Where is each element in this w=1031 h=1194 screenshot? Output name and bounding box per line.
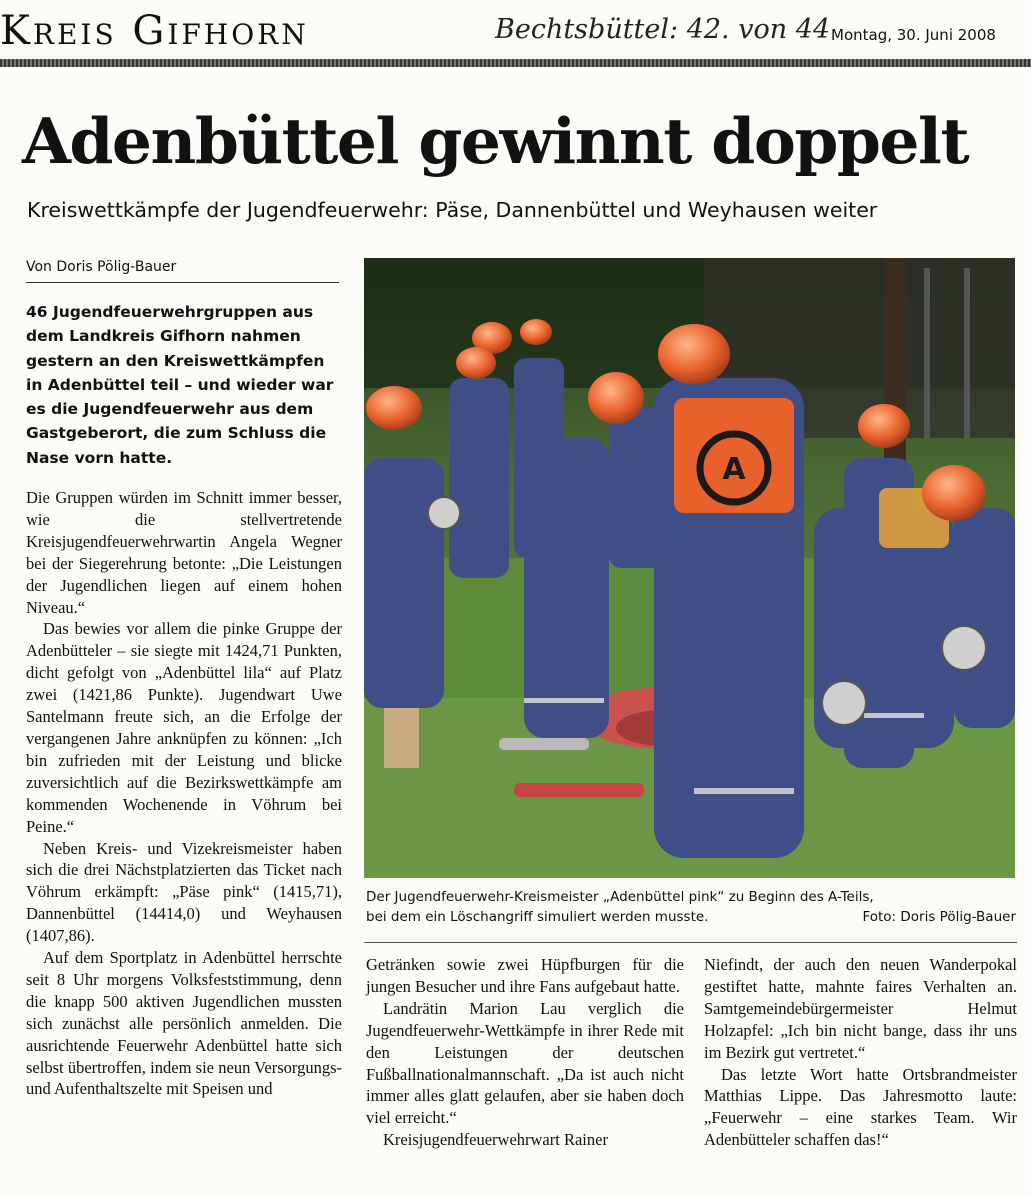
vest-letter: A (722, 452, 746, 487)
masthead-section-name: Kreis Gifhorn (0, 8, 309, 54)
body-column-3 (704, 954, 1017, 1151)
body-column-2 (366, 954, 684, 1151)
masthead-rule (0, 59, 1031, 67)
body-paragraph: Die Gruppen würden im Schnitt immer besser, wie die stellvertretende Kreisjugendfeuerwehrwartin Angela Wegner bei der Siegerehrung betonte: „Die Leistungen der Jugendlichen liegen auf einem hohen Niveau.“ (26, 488, 342, 617)
handwritten-note: Bechtsbüttel: 42. von 44 (495, 14, 831, 45)
body-paragraph: Landrätin Marion Lau verglich die Jugendfeuerwehr-Wettkämpfe in ihrer Rede mit den Leistungen der deutschen Fußballnationalmannschaft. „Da ist auch nicht immer alles glatt gelaufen, aber sie haben doch viel erreicht.“ (366, 998, 684, 1128)
caption-line-1: Der Jugendfeuerwehr-Kreismeister „Adenbüttel pink“ zu Beginn des A-Teils, (366, 889, 874, 905)
body-paragraph: Kreisjugendfeuerwehrwart Rainer (383, 1130, 608, 1150)
body-paragraph: Niefindt, der auch den neuen Wanderpokal gestiftet hatte, mahnte faires Verhalten an. Samtgemeindebürgermeister Helmut Holzapfel: „Ich bin nicht bange, dass ihr uns im Bezirk gut vertretet.“ (704, 955, 1017, 1062)
body-paragraph: Neben Kreis- und Vizekreismeister haben sich die drei Nächstplatzierten das Ticket nach Vöhrum erkämpft: „Päse pink“ (1415,71), Dannenbüttel (14414,0) und Weyhausen (1407,86). (26, 838, 342, 946)
article-photo (364, 258, 1015, 878)
byline: Von Doris Pölig-Bauer (26, 259, 177, 275)
caption-rule (364, 942, 1017, 943)
photo-caption (366, 887, 1016, 927)
photo-illustration (364, 258, 1015, 878)
body-paragraph: Das letzte Wort hatte Ortsbrandmeister Matthias Lippe. Das Jahresmotto laute: „Feuerwehr – eine starkes Team. Wir Adenbütteler schaffen das!“ (704, 1064, 1017, 1150)
subheadline: Kreiswettkämpfe der Jugendfeuerwehr: Päse, Dannenbüttel und Weyhausen weiter (27, 198, 878, 222)
lead-paragraph: 46 Jugendfeuerwehrgruppen aus dem Landkreis Gifhorn nahmen gestern an den Kreiswettkämpfen in Adenbüttel teil – und wieder war es die Jugendfeuerwehr aus dem Gastgeberort, die zum Schluss die Nase vorn hatte. (26, 303, 334, 467)
body-paragraph: Getränken sowie zwei Hüpfburgen für die jungen Besucher und ihre Fans aufgebaut hatte. (366, 955, 684, 996)
issue-date: Montag, 30. Juni 2008 (831, 26, 996, 44)
body-paragraph: Das bewies vor allem die pinke Gruppe der Adenbütteler – sie siegte mit 1424,71 Punkten, dicht gefolgt von „Adenbüttel lila“ auf Platz zwei (1421,86 Punkte). Jugendwart Uwe Santelmann freute sich, an die Erfolge der vergangenen Jahre anknüpfen zu können: „Ich bin zufrieden mit der Leistung und blicke zuversichtlich auf die Bezirkswettkämpfe am kommenden Wochenende in Vöhrum bei Peine.“ (26, 619, 342, 836)
caption-line-2: bei dem ein Löschangriff simuliert werden musste. (366, 909, 709, 925)
body-column-1 (26, 487, 342, 1100)
byline-rule (26, 282, 339, 283)
photo-credit: Foto: Doris Pölig-Bauer (862, 909, 1016, 925)
headline: Adenbüttel gewinnt doppelt (22, 104, 969, 178)
body-paragraph: Auf dem Sportplatz in Adenbüttel herrschte seit 8 Uhr morgens Volksfeststimmung, denn die knapp 500 aktiven Jugendlichen mussten sich zunächst alle persönlich anmelden. Die ausrichtende Feuerwehr Adenbüttel hatte sich selbst übertroffen, indem sie neun Versorgungs- und Aufenthaltszelte mit Speisen und (26, 948, 342, 1099)
